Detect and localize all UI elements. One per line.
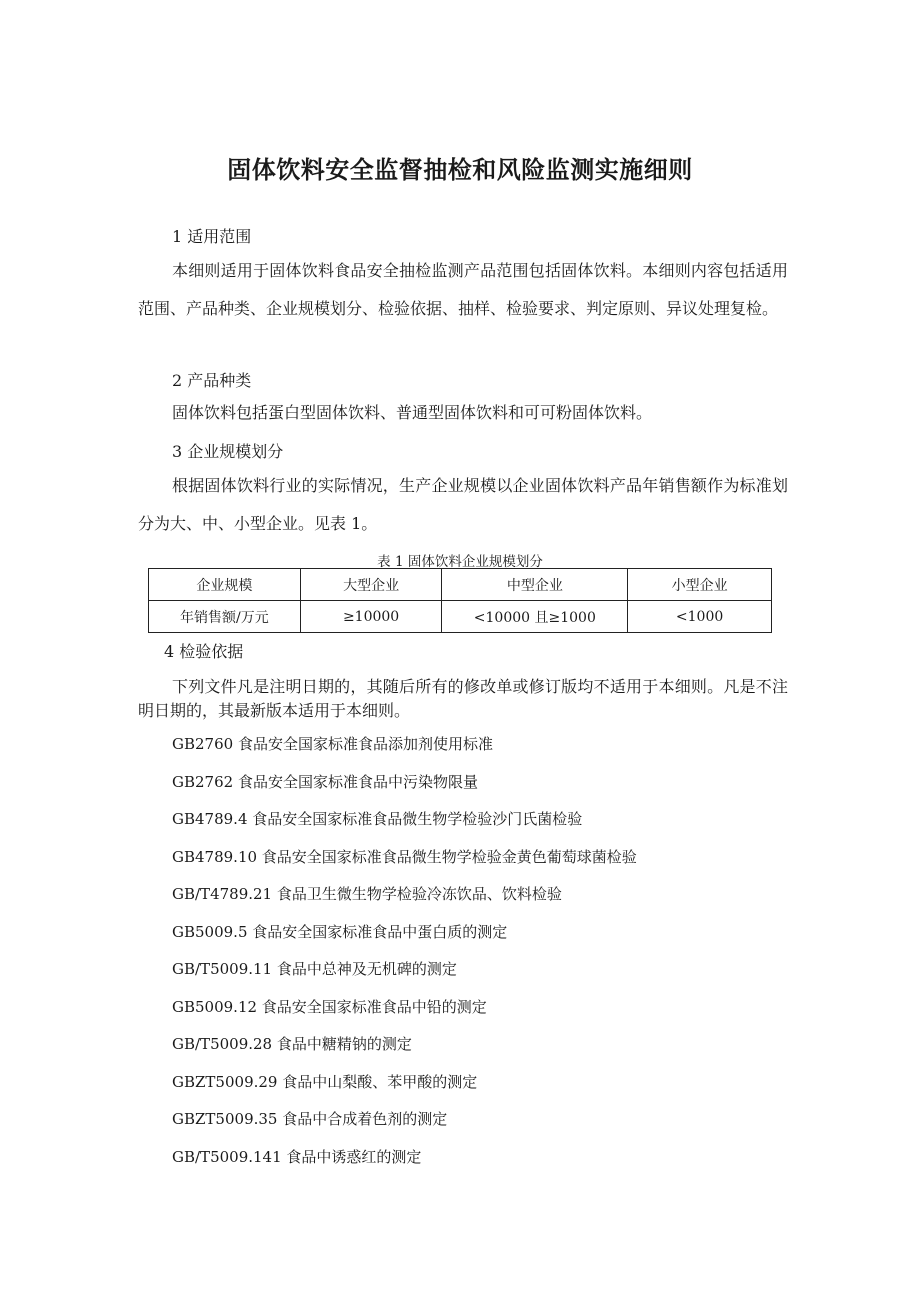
reference-item: GB4789.10 食品安全国家标准食品微生物学检验金黄色葡萄球菌检验 [172, 847, 637, 866]
reference-list [172, 733, 637, 1183]
reference-item: GB5009.12 食品安全国家标准食品中铅的测定 [172, 997, 487, 1016]
table-cell: <10000 且≥1000 [442, 601, 628, 633]
section-heading-scale: 3 企业规模划分 [172, 442, 284, 461]
section-heading-basis: 4 检验依据 [164, 642, 244, 661]
section-heading-scope: 1 适用范围 [172, 227, 252, 246]
table-header-cell: 企业规模 [149, 569, 301, 601]
section-body-basis: 下列文件凡是注明日期的，其随后所有的修改单或修订版均不适用于本细则。凡是不注明日期的，其最新版本适用于本细则。 [138, 677, 788, 720]
reference-item: GB/T4789.21 食品卫生微生物学检验冷冻饮品、饮料检验 [172, 885, 562, 903]
reference-item: GB4789.4 食品安全国家标准食品微生物学检验沙门氏菌检验 [172, 810, 583, 828]
section-body-scale: 根据固体饮料行业的实际情况，生产企业规模以企业固体饮料产品年销售额作为标准划分为大、中、小型企业。见表 1。 [138, 476, 788, 533]
table-header-cell: 小型企业 [628, 569, 772, 601]
reference-item: GBZT5009.35 食品中合成着色剂的测定 [172, 1110, 448, 1128]
section-body-scope: 本细则适用于固体饮料食品安全抽检监测产品范围包括固体饮料。本细则内容包括适用范围、产品种类、企业规模划分、检验依据、抽样、检验要求、判定原则、异议处理复检。 [138, 261, 788, 318]
table-header-row [149, 569, 772, 601]
reference-item: GBZT5009.29 食品中山梨酸、苯甲酸的测定 [172, 1072, 478, 1091]
reference-item: GB5009.5 食品安全国家标准食品中蛋白质的测定 [172, 922, 508, 941]
table-header-cell: 中型企业 [442, 569, 628, 601]
table-cell: 年销售额/万元 [149, 601, 301, 633]
table-cell: ≥10000 [300, 601, 442, 633]
document-title: 固体饮料安全监督抽检和风险监测实施细则 [227, 156, 693, 184]
table-cell: <1000 [628, 601, 772, 633]
section-body-types: 固体饮料包括蛋白型固体饮料、普通型固体饮料和可可粉固体饮料。 [172, 403, 653, 422]
reference-item: GB/T5009.28 食品中糖精钠的测定 [172, 1035, 412, 1053]
enterprise-scale-table [148, 568, 772, 633]
reference-item: GB2762 食品安全国家标准食品中污染物限量 [172, 772, 478, 791]
reference-item: GB/T5009.141 食品中诱惑红的测定 [172, 1147, 422, 1166]
table-header-cell: 大型企业 [300, 569, 442, 601]
table-caption: 表 1 固体饮料企业规模划分 [377, 554, 543, 570]
reference-item: GB2760 食品安全国家标准食品添加剂使用标准 [172, 735, 493, 753]
section-heading-types: 2 产品种类 [172, 371, 252, 390]
reference-item: GB/T5009.11 食品中总神及无机碑的测定 [172, 960, 457, 978]
table-row [149, 601, 772, 633]
